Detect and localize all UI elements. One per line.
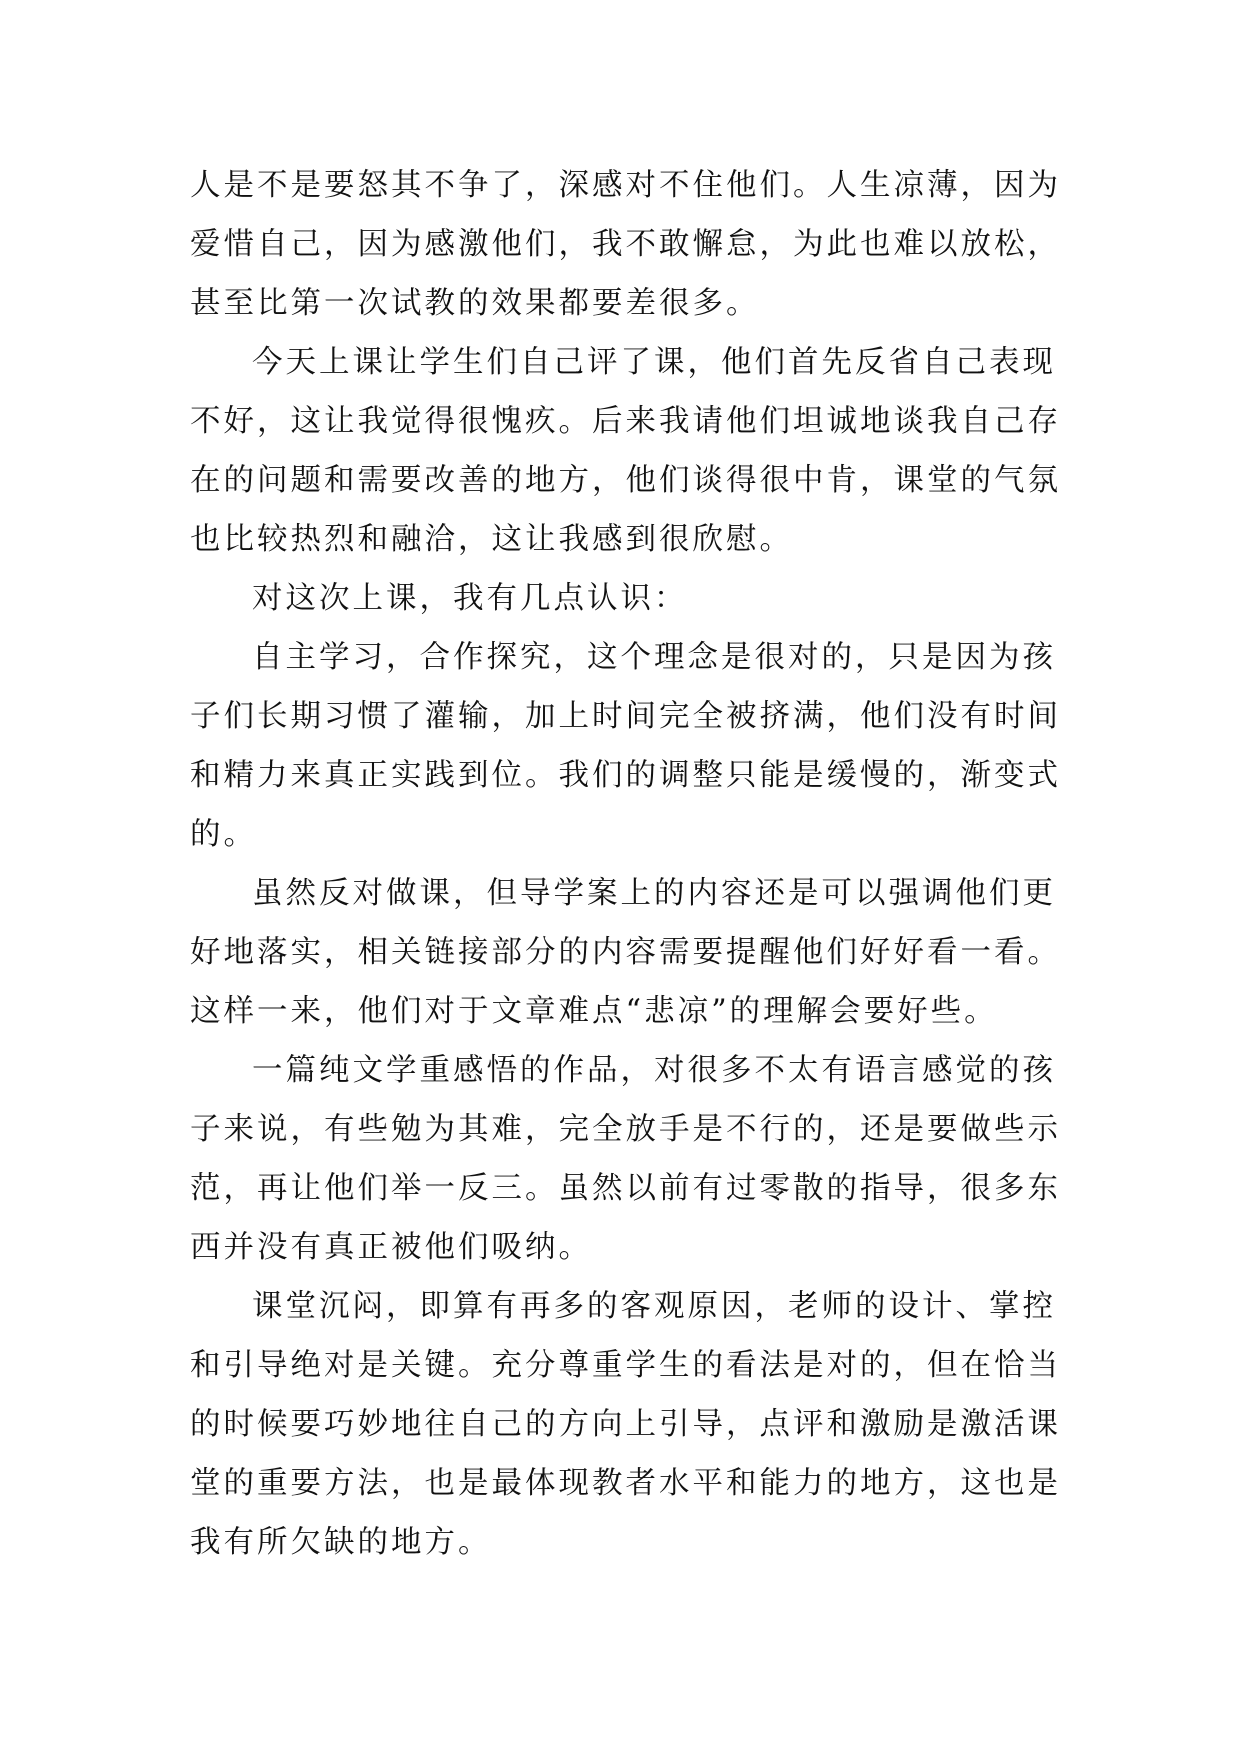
paragraph-line: 在的问题和需要改善的地方，他们谈得很中肯，课堂的气氛 xyxy=(190,463,1061,498)
paragraph-line: 和精力来真正实践到位。我们的调整只能是缓慢的，渐变式 xyxy=(190,758,1061,793)
paragraph-first-line: 虽然反对做课，但导学案上的内容还是可以强调他们更 xyxy=(252,876,1056,911)
paragraph-line: 爱惜自己，因为感激他们，我不敢懈怠，为此也难以放松， xyxy=(190,227,1061,262)
paragraph-line: 子们长期习惯了灌输，加上时间完全被挤满，他们没有时间 xyxy=(190,699,1061,734)
paragraph-line: 这样一来，他们对于文章难点“悲凉”的理解会要好些。 xyxy=(190,994,998,1029)
paragraph-first-line: 自主学习，合作探究，这个理念是很对的，只是因为孩 xyxy=(252,640,1056,675)
paragraph-line: 的。 xyxy=(190,817,257,852)
document-body xyxy=(190,156,1070,1572)
paragraph-line: 人是不是要怒其不争了，深感对不住他们。人生凉薄，因为 xyxy=(190,168,1061,203)
paragraph-first-line: 今天上课让学生们自己评了课，他们首先反省自己表现 xyxy=(252,345,1056,380)
paragraph-line: 堂的重要方法，也是最体现教者水平和能力的地方，这也是 xyxy=(190,1466,1061,1501)
paragraph-line: 我有所欠缺的地方。 xyxy=(190,1525,492,1560)
paragraph-line: 西并没有真正被他们吸纳。 xyxy=(190,1230,592,1265)
paragraph-line: 好地落实，相关链接部分的内容需要提醒他们好好看一看。 xyxy=(190,935,1061,970)
paragraph-line: 和引导绝对是关键。充分尊重学生的看法是对的，但在恰当 xyxy=(190,1348,1061,1383)
paragraph-line: 范，再让他们举一反三。虽然以前有过零散的指导，很多东 xyxy=(190,1171,1061,1206)
paragraph-line: 的时候要巧妙地往自己的方向上引导，点评和激励是激活课 xyxy=(190,1407,1061,1442)
paragraph-first-line: 一篇纯文学重感悟的作品，对很多不太有语言感觉的孩 xyxy=(252,1053,1056,1088)
paragraph-first-line: 对这次上课，我有几点认识： xyxy=(252,581,688,616)
paragraph-first-line: 课堂沉闷，即算有再多的客观原因，老师的设计、掌控 xyxy=(252,1289,1056,1324)
paragraph-line: 甚至比第一次试教的效果都要差很多。 xyxy=(190,286,760,321)
paragraph-line: 也比较热烈和融洽，这让我感到很欣慰。 xyxy=(190,522,793,557)
paragraph-line: 不好，这让我觉得很愧疚。后来我请他们坦诚地谈我自己存 xyxy=(190,404,1061,439)
paragraph-line: 子来说，有些勉为其难，完全放手是不行的，还是要做些示 xyxy=(190,1112,1061,1147)
